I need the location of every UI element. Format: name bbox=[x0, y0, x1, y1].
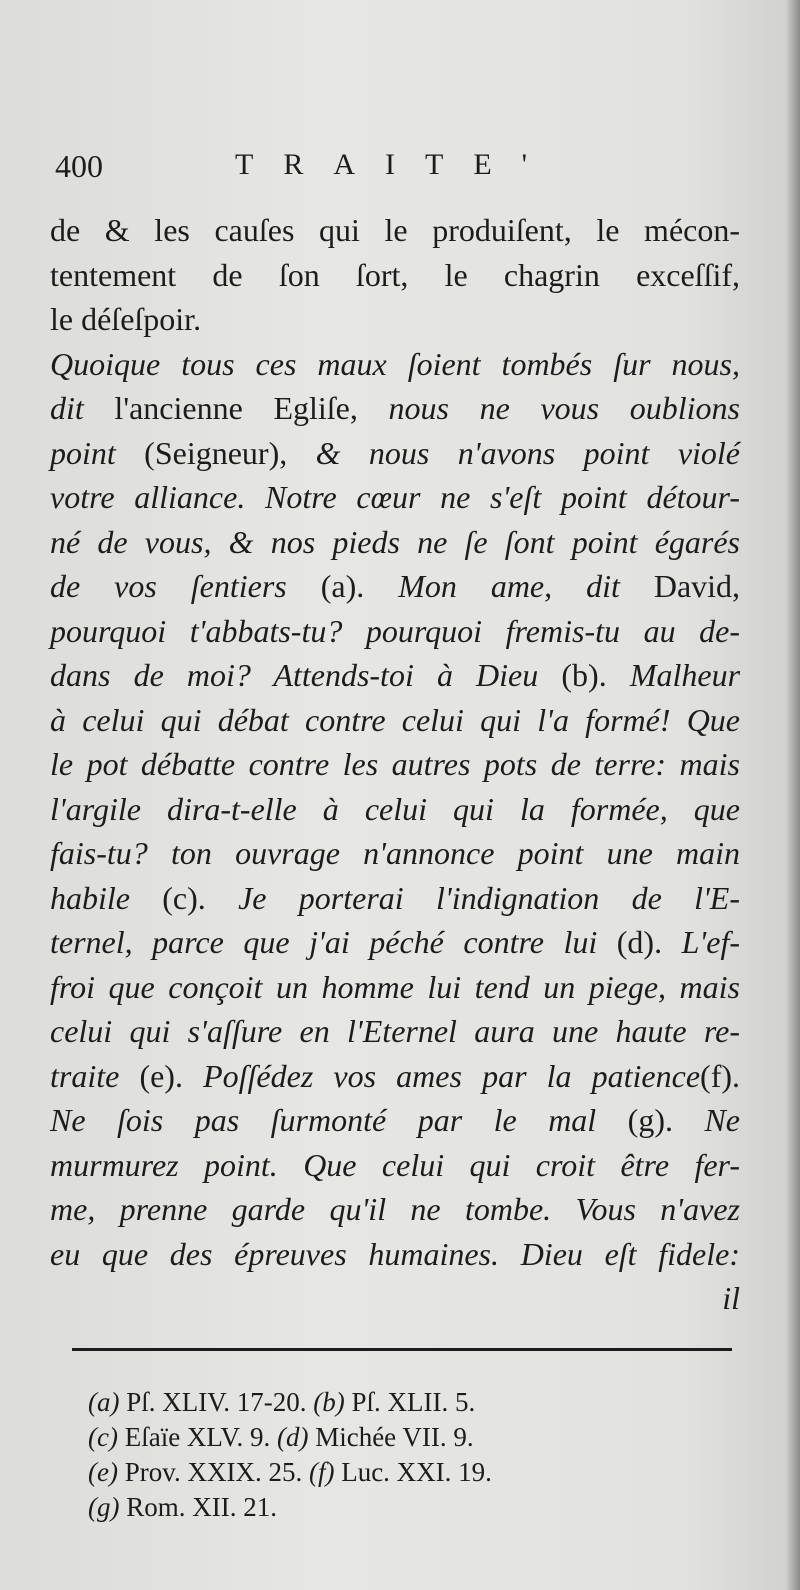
text-span: dit bbox=[50, 390, 84, 426]
text-span: froi que conçoit un homme lui tend un piege, mais bbox=[50, 968, 740, 1005]
text-span: (e) bbox=[88, 1457, 118, 1487]
text-line bbox=[50, 876, 740, 921]
text-span: David, bbox=[619, 568, 741, 604]
text-span: le pot débatte contre les autres pots de terre: mais bbox=[50, 746, 740, 782]
text-span: traite bbox=[50, 1057, 120, 1094]
text-span: (d) bbox=[276, 1422, 309, 1452]
text-span: il bbox=[722, 1280, 740, 1316]
text-span: (g). bbox=[596, 1102, 705, 1138]
text-span: à celui qui débat contre celui qui l'a formé! Que bbox=[50, 701, 740, 738]
text-span: (b) bbox=[313, 1387, 345, 1417]
text-line bbox=[50, 1232, 740, 1277]
text-span: (b). bbox=[538, 657, 630, 693]
text-span: Eſaïe XLV. 9. bbox=[117, 1422, 277, 1452]
text-span: (c). bbox=[129, 879, 239, 916]
text-line bbox=[50, 787, 740, 832]
text-span: (f) bbox=[308, 1457, 335, 1487]
text-line bbox=[50, 208, 740, 253]
text-span: (c) bbox=[88, 1422, 118, 1452]
text-span: (f). bbox=[700, 1057, 741, 1094]
text-span: & nous n'avons point violé bbox=[315, 434, 740, 471]
text-span: votre alliance. Notre cœur ne s'eſt point détour- bbox=[50, 479, 740, 515]
text-line bbox=[50, 297, 740, 342]
text-span: le déſeſpoir. bbox=[50, 301, 202, 337]
text-span: habile bbox=[50, 879, 130, 916]
text-span: Malheur bbox=[629, 657, 741, 693]
running-title: TRAITE' bbox=[235, 148, 558, 181]
text-span: Quoique tous ces maux ſoient tombés ſur nous, bbox=[50, 345, 740, 382]
text-line bbox=[50, 1143, 740, 1188]
text-span: nous ne vous oublions bbox=[388, 390, 741, 426]
text-span: Pſ. XLII. 5. bbox=[344, 1387, 476, 1417]
text-line bbox=[50, 1276, 740, 1321]
text-span: Je porterai l'indignation de l'E- bbox=[238, 879, 741, 916]
text-line bbox=[50, 965, 740, 1010]
text-span: (d). bbox=[597, 924, 682, 960]
text-span: (Seigneur), bbox=[115, 434, 316, 471]
page-header bbox=[55, 148, 755, 198]
text-span: celui qui s'aſſure en l'Eternel aura une haute re- bbox=[50, 1013, 740, 1049]
text-span: eu que des épreuves humaines. Dieu eſt fidele: bbox=[50, 1235, 740, 1272]
text-span: Pſ. XLIV. 17-20. bbox=[119, 1387, 314, 1417]
text-line bbox=[50, 475, 740, 520]
text-line bbox=[50, 920, 740, 965]
page-edge-shadow bbox=[786, 0, 800, 1590]
text-line bbox=[50, 564, 740, 609]
main-text bbox=[50, 208, 740, 1321]
text-span: (a) bbox=[88, 1387, 120, 1417]
text-span: l'argile dira-t-elle à celui qui la formée, que bbox=[50, 790, 740, 827]
text-span: L'ef- bbox=[681, 924, 741, 960]
text-span: de & les cauſes qui le produiſent, le mécon- bbox=[50, 212, 740, 248]
text-line bbox=[50, 742, 740, 787]
text-line bbox=[50, 698, 740, 743]
text-span: tentement de ſon ſort, le chagrin exceſſif, bbox=[50, 256, 740, 293]
text-line bbox=[50, 653, 740, 698]
text-line bbox=[50, 1187, 740, 1232]
text-span: ternel, parce que j'ai péché contre lui bbox=[50, 924, 598, 960]
text-line bbox=[50, 831, 740, 876]
text-span: (e). bbox=[119, 1057, 204, 1094]
text-span: Prov. XXIX. 25. bbox=[117, 1457, 309, 1487]
text-span: dans de moi? Attends-toi à Dieu bbox=[50, 657, 539, 693]
footnote-line bbox=[88, 1455, 728, 1490]
text-span: Mon ame, dit bbox=[398, 568, 620, 604]
text-span: l'ancienne Egliſe, bbox=[83, 390, 389, 426]
text-line bbox=[50, 1009, 740, 1054]
text-span: (a). bbox=[286, 568, 399, 604]
text-line bbox=[50, 609, 740, 654]
text-span: point bbox=[50, 434, 116, 471]
text-span: Ne bbox=[704, 1102, 740, 1138]
text-line bbox=[50, 431, 740, 476]
text-span: Luc. XXI. 19. bbox=[334, 1457, 492, 1487]
text-span: Michée VII. 9. bbox=[308, 1422, 474, 1452]
text-span: me, prenne garde qu'il ne tombe. Vous n'avez bbox=[50, 1191, 740, 1227]
footnote-line bbox=[88, 1490, 728, 1525]
text-span: Ne ſois pas ſurmonté par le mal bbox=[50, 1102, 597, 1138]
text-span: (g) bbox=[88, 1492, 120, 1522]
page-number: 400 bbox=[55, 148, 103, 184]
text-span: Poſſédez vos ames par la patience bbox=[203, 1057, 701, 1094]
footnotes bbox=[88, 1385, 728, 1525]
text-span: né de vous, & nos pieds ne ſe ſont point égarés bbox=[50, 523, 740, 560]
text-span: fais-tu? ton ouvrage n'annonce point une main bbox=[50, 835, 740, 871]
footnote-rule bbox=[72, 1348, 732, 1351]
text-line bbox=[50, 253, 740, 298]
footnote-line bbox=[88, 1385, 728, 1420]
text-line bbox=[50, 342, 740, 387]
footnote-line bbox=[88, 1420, 728, 1455]
text-line bbox=[50, 1054, 740, 1099]
text-line bbox=[50, 386, 740, 431]
text-span: pourquoi t'abbats-tu? pourquoi fremis-tu au de- bbox=[50, 612, 740, 649]
text-line bbox=[50, 1098, 740, 1143]
text-span: Rom. XII. 21. bbox=[119, 1492, 277, 1522]
text-span: murmurez point. Que celui qui croit être fer- bbox=[50, 1146, 740, 1183]
text-line bbox=[50, 520, 740, 565]
text-span: de vos ſentiers bbox=[50, 568, 287, 604]
